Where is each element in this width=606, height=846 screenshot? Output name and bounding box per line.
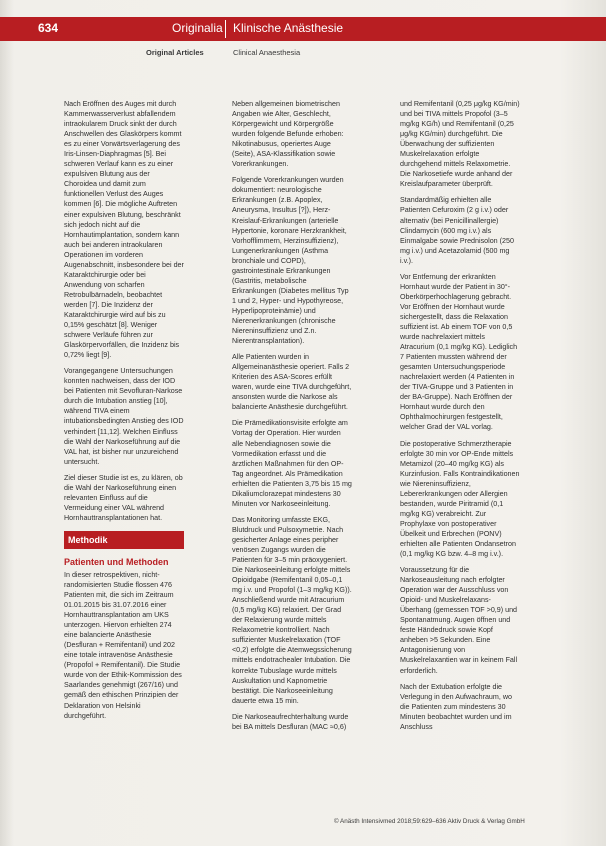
subheader-left: Original Articles	[146, 48, 204, 57]
section-heading-methodik: Methodik	[64, 531, 184, 549]
text-column-3	[400, 99, 520, 738]
subsection-heading: Patienten und Methoden	[64, 556, 169, 567]
header-bar	[0, 17, 606, 41]
paragraph: Die Narkoseaufrechterhaltung wurde bei BA mittels Desfluran (MAC ≈0,6)	[232, 712, 349, 731]
journal-title: Klinische Anästhesie	[233, 21, 344, 35]
page-number: 634	[38, 21, 59, 35]
paragraph: Nach Eröffnen des Auges mit durch Kammerwasserverlust abfallendem intraokularem Druck sinkt der durch Anschwellen des Glaskörpers kommt es zu einer Vorwärtsverlagerung des Iris-Linsen-Diaphragmas [5]. Bei schweren Verlauf kann es zu einer expulsiven Blutung aus der Choroidea und damit zum funktionellen Verlust des Auges kommen [6]. Die mögliche Auftreten einer expulsiven Blutung, beschränkt sich jedoch nicht auf die Hornhautimplantation, sondern kann auch bei anderen intraokularen Operationen im vorderen Augenabschnitt, insbesondere bei der Kataraktchirurgie oder bei Anwendung von scharfen Retrobulbärnadeln, beobachtet werden [7]. Die Inzidenz der Kataraktchirurgie wird auf bis zu 0,15% geschätzt [8]. Weniger schwere Verläufe führen zur Glaskörpervorfällen, die Inzidenz bis 0,72% liegt [9].	[64, 100, 184, 360]
paragraph: Die Prämedikationsvisite erfolgte am Vortag der Operation. Hier wurden alle Nebendiagnosen sowie die Vormedikation erfasst und die ärztlichen Maßnahmen für den OP-Tag angeordnet. Als Prämedikation erhielten die Patienten 3,75 bis 15 mg Dikaliumclorazepat mindestens 30 Minuten vor Narkoseeinleitung.	[232, 419, 352, 508]
paragraph: Nach der Extubation erfolgte die Verlegung in den Aufwachraum, wo die Patienten zum mindestens 30 Minuten beobachtet wurden und im Anschluss	[400, 682, 512, 731]
text-column-2	[232, 99, 352, 738]
section-title: Originalia	[172, 21, 223, 35]
paragraph: In dieser retrospektiven, nicht-randomisierten Studie flossen 476 Patienten mit, die sich im Zeitraum 01.01.2015 bis 31.07.2016 einer Hornhauttransplantation am UKS unterzogen. Hiervon erhielten 274 eine balancierte Anästhesie (Desfluran + Remifentanil) und 202 eine totale intravenöse Anästhesie (Propofol + Remifentanil). Die Studie wurde von der Ethik-Kommission des Saarlandes genehmigt (267/16) und gemäß den ethischen Prinzipien der Deklaration von Helsinki durchgeführt.	[64, 570, 182, 720]
paragraph: Das Monitoring umfasste EKG, Blutdruck und Pulsoxymetrie. Nach gesicherter Anlage eines peripher venösen Zugangs wurden die Patienten für 3–5 min präoxygeniert. Die Narkoseeinleitung erfolgte mittels Opioidgabe (Remifentanil 0,05–0,1 mg i.v. und Propofol (1–3 mg/kg KG)). Anschließend wurde mit Atracurium (0,5 mg/kg KG) relaxiert. Der Grad der Relaxierung wurde mittels Relaxometrie kontrolliert. Nach suffizienter Muskelrelaxation (TOF <0,2) erfolgte die Atemwegssicherung mittels endotrachealer Intubation. Die korrekte Tubuslage wurde mittels Auskultation und Kapnometrie bestätigt. Die Narkoseeinleitung dauerte etwa 15 min.	[232, 515, 352, 705]
paragraph: Alle Patienten wurden in Allgemeinanästhesie operiert. Falls 2 Kriterien des ASA-Scores erfüllt waren, wurde eine TIVA durchgeführt, ansonsten wurde die Narkose als balancierte Anästhesie durchgeführt.	[232, 353, 352, 412]
paragraph: Neben allgemeinen biometrischen Angaben wie Alter, Geschlecht, Körpergewicht und Körpergröße wurden folgende Befunde erhoben: Nikotinabusus, operiertes Auge (Seite), ASA-Klassifikation sowie Vorerkrankungen.	[232, 100, 344, 169]
paragraph: Voraussetzung für die Narkoseausleitung nach erfolgter Operation war der Ausschluss von Opioid- und Muskelrelaxans-Überhang (gemessen TOF >0,9) und Spontanatmung. Augen öffnen und feste Händedruck sowie Kopf anheben >5 Sekunden. Eine Antagonisierung von Muskelrelaxantien war in keinem Fall erforderlich.	[400, 566, 518, 675]
text-column-1	[64, 99, 184, 727]
paragraph: Die postoperative Schmerztherapie erfolgte 30 min vor OP-Ende mittels Metamizol (20–40 mg/kg KG) als Kurzinfusion. Falls Kontraindikationen wie Niereninsuffizienz, Lebererkrankungen oder Allergien bestanden, wurde Piritramid (0,1 mg/kg KG) verabreicht. Zur Prophylaxe von postoperativer Übelkeit und Erbrechen (PONV) erhielten alle Patienten Ondansetron (0,1 mg/kg KG bzw. 4–8 mg i.v.).	[400, 439, 520, 559]
header-divider	[225, 20, 226, 38]
paragraph: Folgende Vorerkrankungen wurden dokumentiert: neurologische Erkrankungen (z.B. Apoplex, Aneurysma, Insultus [?]), Herz-Kreislauf-Erkrankungen (arterielle Hypertonie, koronare Herzkrankheit, Vorhofflimmern, Herzinsuffizienz), Lungenerkrankungen (Asthma bronchiale und COPD), gastrointestinale Erkrankungen (Gastritis, metabolische Erkrankungen (Diabetes mellitus Typ 1 und 2, Hyper- und Hypothyreose, Hyperlipoproteinämie) und Nierenerkrankungen (chronische Niereninsuffizienz und Z.n. Nierentransplantation).	[232, 176, 349, 346]
paragraph: und Remifentanil (0,25 μg/kg KG/min) und bei TIVA mittels Propofol (3–5 mg/kg KG/h) und Remifentanil (0,25 μg/kg KG/min) durchgeführt. Die Überwachung der suffizienten Muskelrelaxation erfolgte durchgehend mittels Relaxometrie. Die Narkosetiefe wurde anhand der Kreislaufparameter überprüft.	[400, 100, 520, 189]
paragraph: Standardmäßig erhielten alle Patienten Cefuroxim (2 g i.v.) oder alternativ (bei Penicillinallergie) Clindamycin (600 mg i.v.) als Einmalgabe sowie Prednisolon (250 mg i.v.) und Acetazolamid (500 mg i.v.).	[400, 196, 514, 265]
paragraph: Vor Entfernung der erkrankten Hornhaut wurde der Patient in 30°-Oberkörperhochlagerung gebracht. Vor Eröffnen der Hornhaut wurde sichergestellt, dass die Relaxation suffizient ist. Ab einem TOF von 0,5 wurde nachrelaxiert mittels Atracurium (0,1 mg/kg KG). Lediglich 7 Patienten mussten während der gesamten Untersuchungsperiode nachrelaxiert werden (4 Patienten in der TIVA-Gruppe und 3 Patienten in der BA-Gruppe). Nach Eröffnen der Hornhaut wurde durch den Ophthalmochirurgen festgestellt, welcher Grad der VAL vorlag.	[400, 272, 518, 432]
page-footer: © Anästh Intensivmed 2018;59:629–636 Aktiv Druck & Verlag GmbH	[334, 818, 525, 825]
paragraph: Vorangegangene Untersuchungen konnten nachweisen, dass der IOD bei Patienten mit Sevofluran-Narkose durch die Intubation anstieg [10], während TIVA einem intubationsbedingten Anstieg des IOD verhindert [11,12]. Welchen Einfluss die Wahl der Narkoseführung auf die VAL hat, ist bisher nur unzureichend untersucht.	[64, 367, 184, 466]
paragraph: Ziel dieser Studie ist es, zu klären, ob die Wahl der Narkoseführung einen relevanten Einfluss auf die Vermeidung einer VAL während Hornhauttransplantationen hat.	[64, 473, 183, 522]
subheader-right: Clinical Anaesthesia	[233, 48, 301, 57]
